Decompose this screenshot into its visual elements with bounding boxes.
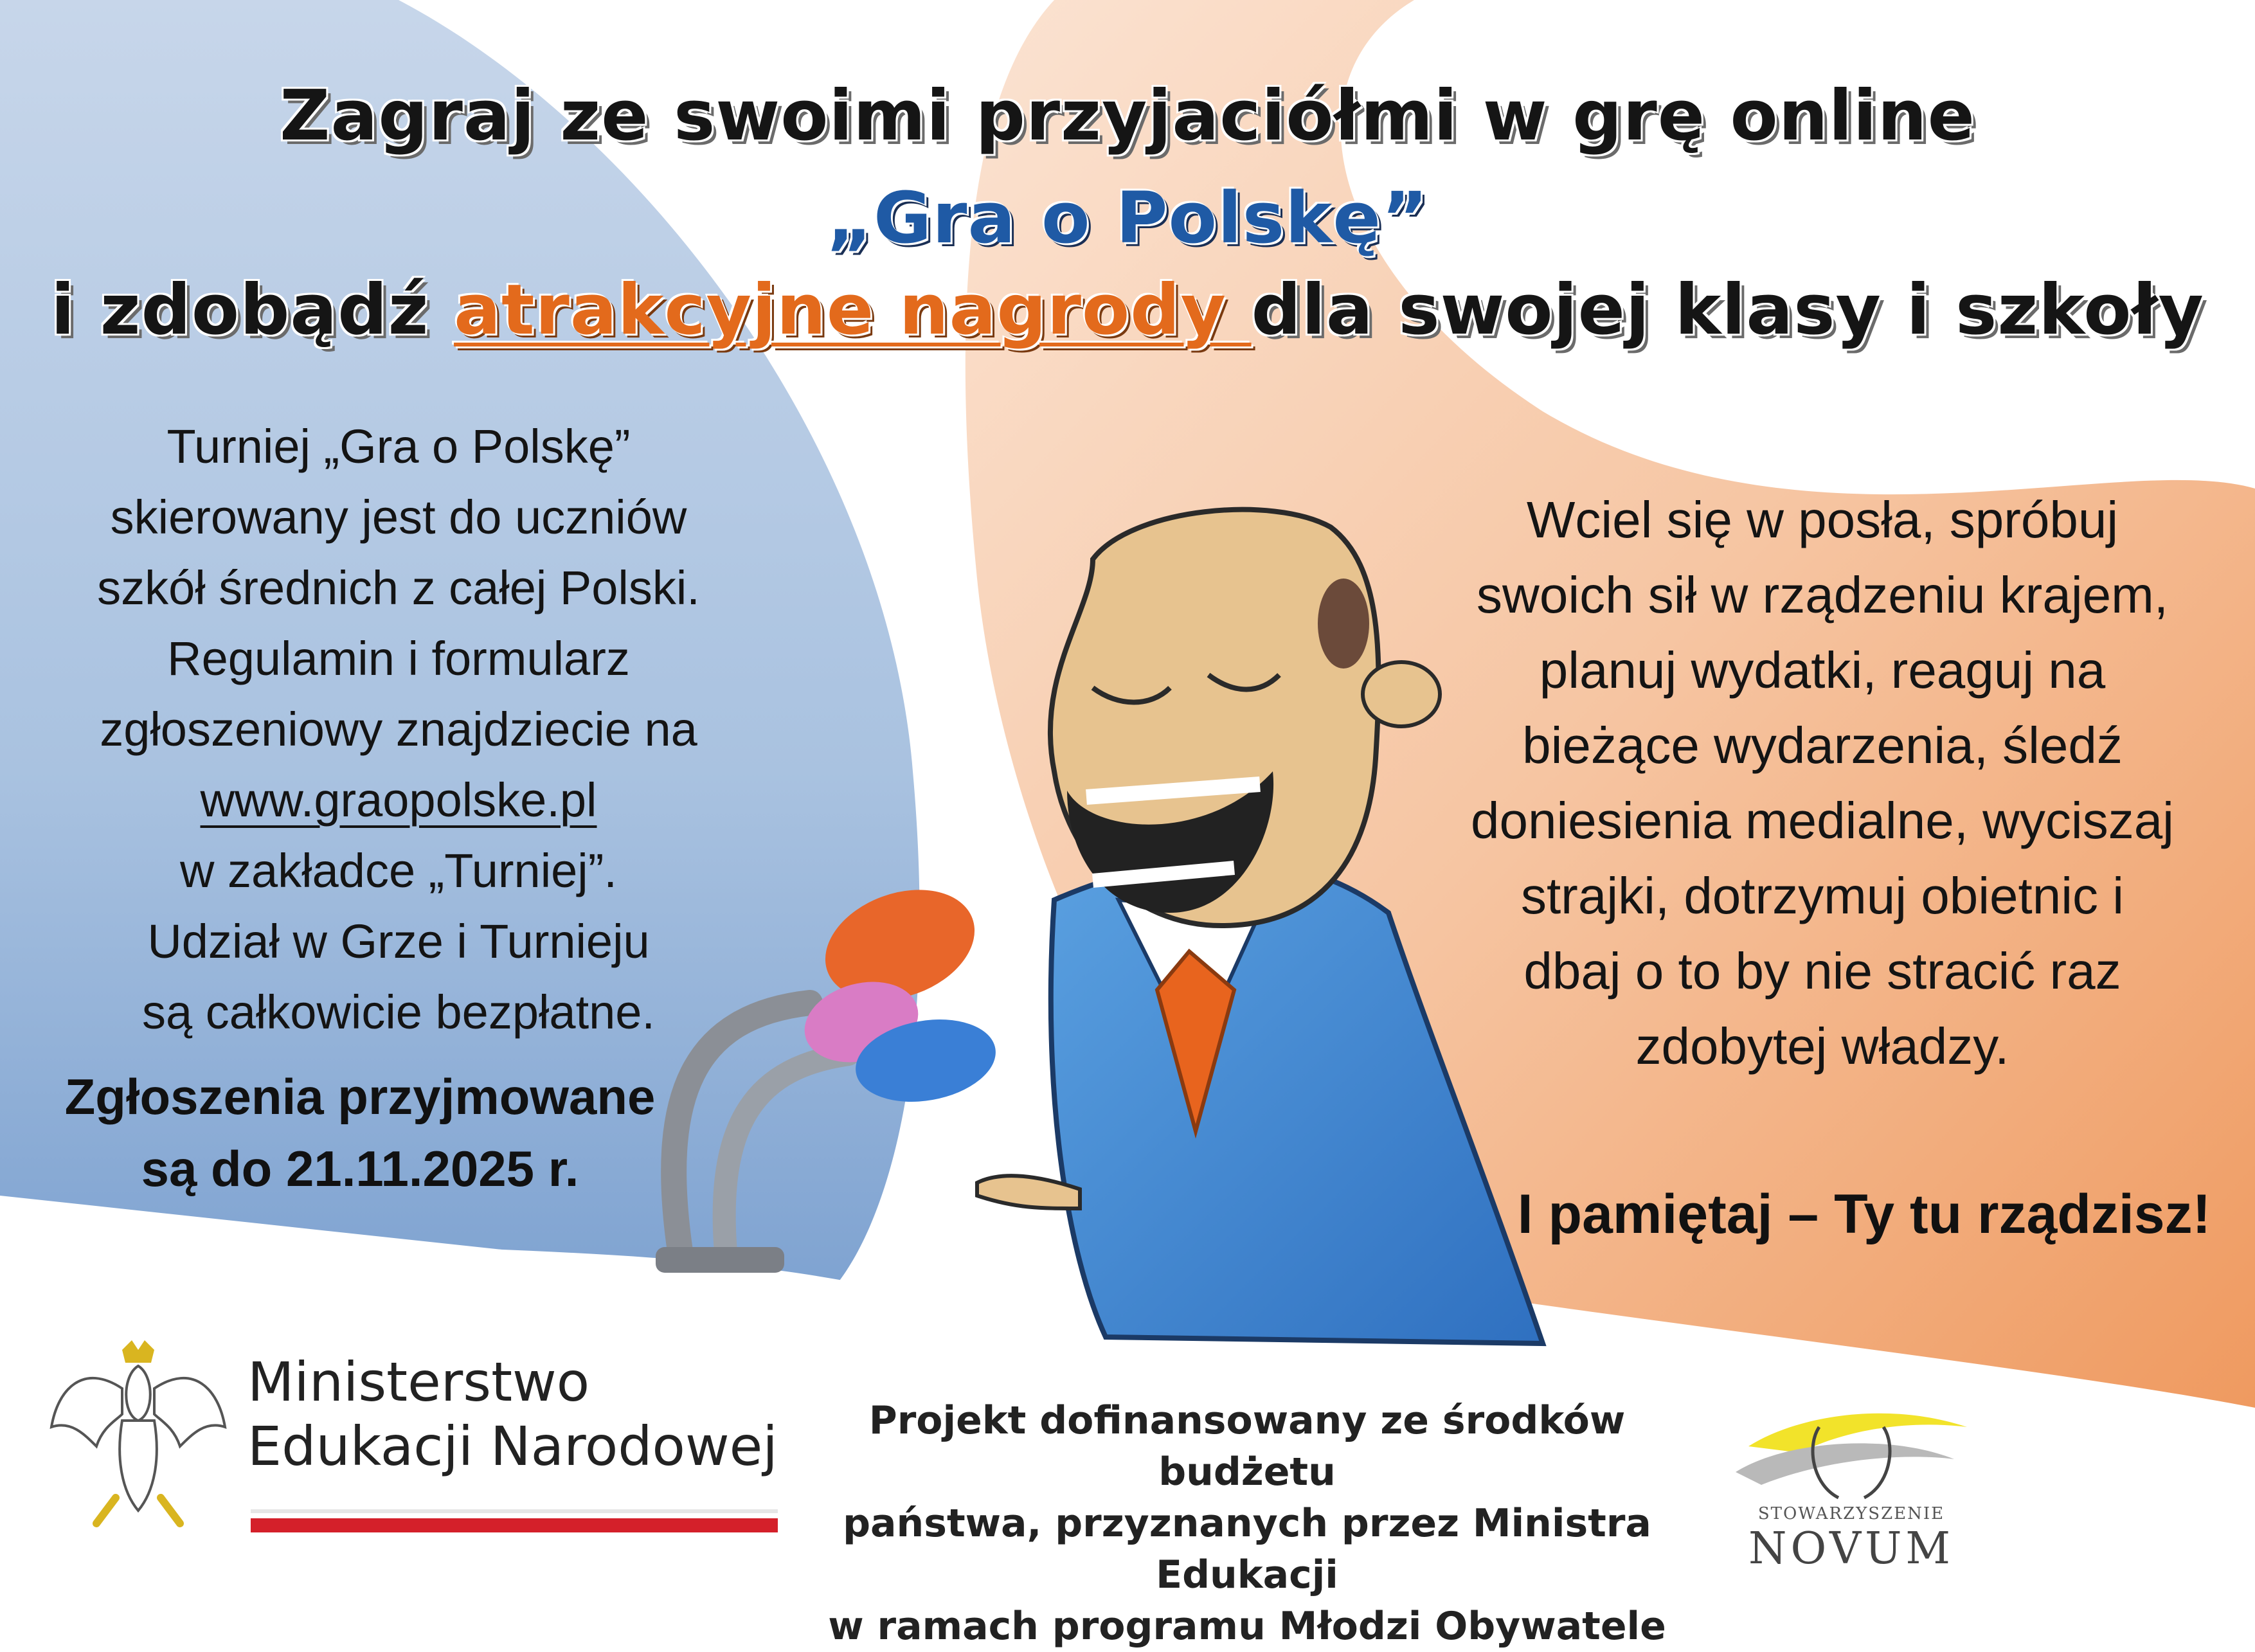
novum-association-label: STOWARZYSZENIE	[1757, 1504, 1945, 1523]
funding-notice	[797, 1395, 1697, 1652]
info-line: Turniej „Gra o Polskę”	[166, 420, 631, 473]
funding-line-3: w ramach programu Młodzi Obywatele	[828, 1604, 1666, 1649]
funding-line-2: państwa, przyznanych przez Ministra Edukacji	[843, 1501, 1651, 1597]
eagle-emblem-icon	[45, 1337, 231, 1536]
deadline-notice	[26, 1061, 694, 1205]
description-line: bieżące wydarzenia, śledź	[1522, 717, 2123, 774]
info-line: skierowany jest do uczniów	[110, 490, 687, 544]
description-line: planuj wydatki, reaguj na	[1539, 642, 2106, 699]
description-line: zdobytej władzy.	[1635, 1018, 2009, 1075]
ministry-line-2: Edukacji Narodowej	[247, 1415, 778, 1478]
info-line: w zakładce „Turniej”.	[180, 844, 617, 897]
flag-white-stripe	[251, 1509, 778, 1513]
description-line: strajki, dotrzymuj obietnic i	[1520, 867, 2125, 924]
info-line: Regulamin i formularz	[167, 632, 630, 685]
novum-logo-icon	[1723, 1388, 1980, 1511]
info-line: Udział w Grze i Turnieju	[147, 915, 650, 968]
deadline-line-2: są do 21.11.2025 r.	[141, 1140, 579, 1197]
ministry-line-1: Ministerstwo	[247, 1351, 590, 1414]
headline-line-3	[0, 270, 2255, 350]
novum-name: NOVUM	[1748, 1523, 1955, 1574]
info-line: zgłoszeniowy znajdziecie na	[100, 703, 697, 756]
funding-line-1: Projekt dofinansowany ze środków budżetu	[868, 1398, 1626, 1495]
info-line: są całkowicie bezpłatne.	[142, 985, 655, 1039]
ministry-name	[247, 1350, 778, 1478]
deadline-line-1: Zgłoszenia przyjmowane	[64, 1068, 656, 1125]
description-line: Wciel się w posła, spróbuj	[1526, 491, 2119, 548]
description-line: doniesienia medialne, wyciszaj	[1471, 792, 2174, 849]
tournament-info	[39, 411, 759, 1048]
headline-line-3-end: dla swojej klasy i szkoły	[1251, 270, 2204, 350]
slogan: I pamiętaj – Ty tu rządzisz!	[1517, 1183, 2211, 1245]
description-line: swoich sił w rządzeniu krajem,	[1477, 566, 2168, 624]
headline-accent-prizes: atrakcyjne nagrody	[454, 270, 1252, 350]
headline-game-title: „Gra o Polskę”	[826, 177, 1429, 259]
website-link[interactable]: www.graopolske.pl	[200, 773, 597, 827]
info-line: szkół średnich z całej Polski.	[97, 561, 700, 615]
headline-line-3-start: i zdobądź	[51, 270, 454, 350]
description-line: dbaj o to by nie stracić raz	[1523, 942, 2121, 1000]
headline-line-1: Zagraj ze swoimi przyjaciółmi w grę online	[280, 76, 1975, 156]
flag-red-stripe	[251, 1518, 778, 1532]
game-description	[1408, 482, 2237, 1084]
